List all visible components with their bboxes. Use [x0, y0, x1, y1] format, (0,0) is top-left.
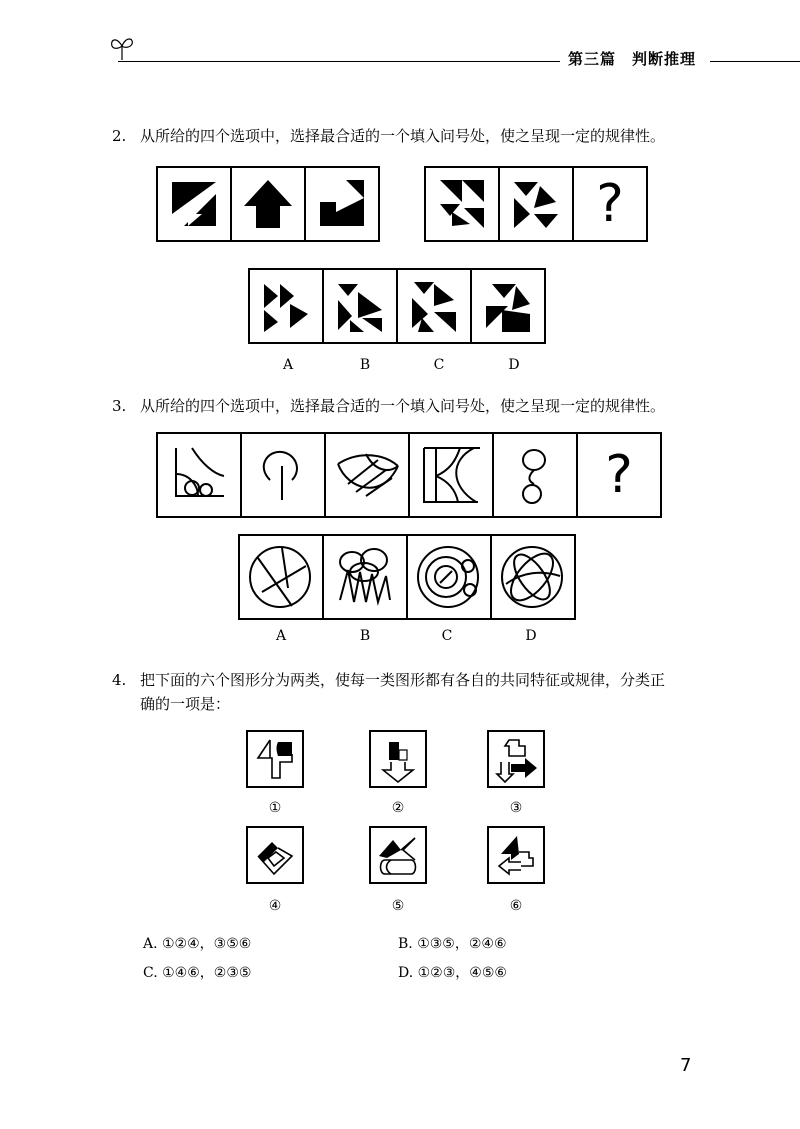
question-text-continued: 确的一项是：: [140, 695, 231, 713]
q2-figure-1: [156, 166, 232, 242]
figure-number: ⑤: [391, 898, 405, 914]
q2-figure-4: [424, 166, 500, 242]
q3-sequence: [156, 432, 660, 518]
question-number: 4.: [112, 671, 127, 689]
figure-number: ①: [268, 800, 282, 816]
q4-figure-1: [246, 730, 304, 788]
option-label: A: [282, 357, 294, 373]
option-label: B: [359, 357, 371, 373]
figure-number: ④: [268, 898, 282, 914]
q2-figure-5: [498, 166, 574, 242]
answer-option-a[interactable]: A. ①②④，③⑤⑥: [143, 936, 252, 952]
option-label: D: [508, 357, 520, 373]
option-label: C: [441, 628, 453, 644]
q2-figure-2: [230, 166, 306, 242]
question-mark: ?: [605, 445, 633, 505]
chapter-title: 第三篇 判断推理: [568, 50, 697, 68]
figure-number: ⑥: [509, 898, 523, 914]
answer-option-d[interactable]: D. ①②③，④⑤⑥: [398, 965, 507, 981]
q4-figure-3: [487, 730, 545, 788]
question-2: [112, 124, 665, 148]
header-rule: [118, 61, 560, 62]
q3-option-c[interactable]: [406, 534, 492, 620]
q3-figure-1: [156, 432, 242, 518]
q2-figure-question: [572, 166, 648, 242]
page-header: [0, 0, 800, 80]
question-mark: ?: [596, 174, 624, 234]
q3-figure-4: [408, 432, 494, 518]
option-label: B: [359, 628, 371, 644]
question-text: 从所给的四个选项中，选择最合适的一个填入问号处，使之呈现一定的规律性。: [140, 127, 666, 145]
q4-figure-2: [369, 730, 427, 788]
sprout-icon: [108, 32, 136, 62]
question-number: 2.: [112, 127, 127, 145]
option-label: D: [525, 628, 537, 644]
q4-figure-4: [246, 826, 304, 884]
question-number: 3.: [112, 397, 127, 415]
q3-figure-3: [324, 432, 410, 518]
q3-option-b[interactable]: [322, 534, 408, 620]
question-text: 从所给的四个选项中，选择最合适的一个填入问号处，使之呈现一定的规律性。: [140, 397, 666, 415]
q3-figure-question: [576, 432, 662, 518]
question-4: [112, 668, 665, 716]
header-rule: [710, 61, 800, 62]
figure-number: ③: [509, 800, 523, 816]
q2-sequence-group-1: [156, 166, 378, 242]
answer-option-b[interactable]: B. ①③⑤，②④⑥: [398, 936, 507, 952]
option-label: C: [433, 357, 445, 373]
q4-figure-6: [487, 826, 545, 884]
q3-figure-5: [492, 432, 578, 518]
option-label: A: [275, 628, 287, 644]
q2-options: [248, 268, 544, 344]
q2-figure-3: [304, 166, 380, 242]
q2-sequence-group-2: [424, 166, 646, 242]
q3-options: [238, 534, 574, 620]
q2-option-d[interactable]: [470, 268, 546, 344]
q3-option-d[interactable]: [490, 534, 576, 620]
figure-number: ②: [391, 800, 405, 816]
q2-option-c[interactable]: [396, 268, 472, 344]
q2-option-a[interactable]: [248, 268, 324, 344]
q3-option-a[interactable]: [238, 534, 324, 620]
answer-option-c[interactable]: C. ①④⑥，②③⑤: [143, 965, 252, 981]
q4-figure-5: [369, 826, 427, 884]
q2-option-b[interactable]: [322, 268, 398, 344]
q3-figure-2: [240, 432, 326, 518]
question-text: 把下面的六个图形分为两类，使每一类图形都有各自的共同特征或规律，分类正: [140, 671, 666, 689]
question-3: [112, 394, 665, 418]
page-number: 7: [680, 1055, 692, 1076]
